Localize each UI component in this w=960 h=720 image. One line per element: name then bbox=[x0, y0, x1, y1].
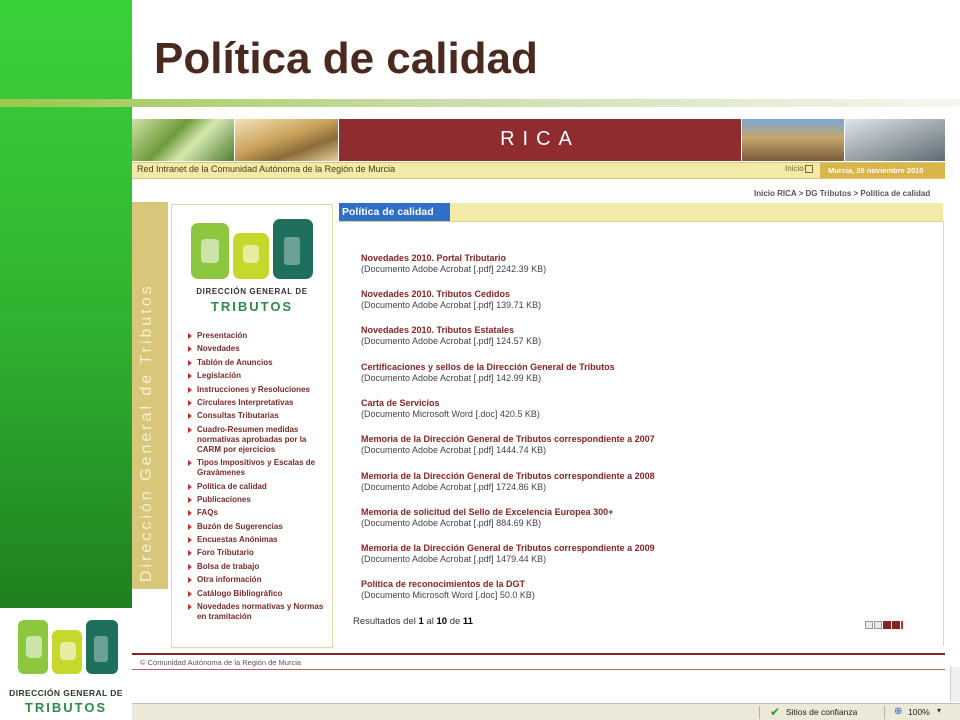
prev-page-icon[interactable] bbox=[874, 621, 882, 629]
banner-photo-writing bbox=[235, 119, 338, 161]
results-total: 11 bbox=[462, 616, 473, 627]
vertical-banner-text: Dirección General de Tributos bbox=[138, 283, 155, 582]
status-separator bbox=[759, 706, 760, 719]
breadcrumb-current: Política de calidad bbox=[860, 189, 931, 198]
site-banner bbox=[132, 119, 960, 161]
document-meta: (Documento Adobe Acrobat [.pdf] 139.71 KB) bbox=[361, 300, 542, 310]
document-link[interactable]: Novedades 2010. Tributos Estatales bbox=[361, 325, 515, 335]
zoom-level[interactable]: 100% bbox=[908, 707, 930, 717]
intranet-screenshot bbox=[132, 107, 960, 720]
document-link[interactable]: Novedades 2010. Tributos Cedidos bbox=[361, 289, 511, 299]
document-link[interactable]: Memoria de solicitud del Sello de Excelencia Europea 300+ bbox=[361, 507, 614, 517]
sidebar bbox=[171, 204, 333, 648]
content-header-bar bbox=[339, 203, 943, 222]
document-link[interactable]: Memoria de la Dirección General de Tributos correspondiente a 2009 bbox=[361, 543, 655, 553]
browser-status-bar bbox=[132, 703, 960, 720]
sidebar-item-foro[interactable]: Foro Tributario bbox=[185, 548, 330, 558]
sidebar-item-bolsa-trabajo[interactable]: Bolsa de trabajo bbox=[185, 562, 330, 572]
sidebar-item-buzon[interactable]: Buzón de Sugerencias bbox=[185, 522, 330, 532]
document-meta: (Documento Adobe Acrobat [.pdf] 124.57 KB) bbox=[361, 336, 542, 346]
intranet-strip bbox=[132, 162, 945, 179]
results-prefix: Resultados del bbox=[353, 616, 416, 627]
zoom-chevron-down-icon[interactable]: ▾ bbox=[937, 706, 942, 715]
banner-rica-panel bbox=[339, 119, 741, 161]
date-label: Murcia, 26 noviembre 2010 bbox=[820, 163, 945, 178]
dgt-logo-mark-icon bbox=[18, 616, 118, 678]
sidebar-item-faqs[interactable]: FAQs bbox=[185, 508, 330, 518]
content-header-tab: Política de calidad bbox=[339, 203, 450, 221]
banner-photo-building bbox=[742, 119, 844, 161]
sidebar-item-tipos-impositivos[interactable]: Tipos Impositivos y Escalas de Gravámenes bbox=[185, 458, 330, 478]
breadcrumb-separator: > bbox=[851, 189, 861, 198]
sidebar-logo-line2: TRIBUTOS bbox=[210, 299, 294, 314]
dgt-logo-icon bbox=[191, 217, 313, 283]
first-page-icon[interactable] bbox=[865, 621, 873, 629]
sidebar-item-politica-calidad[interactable]: Política de calidad bbox=[185, 482, 330, 492]
slide-logo-line2: TRIBUTOS bbox=[24, 700, 108, 715]
document-meta: (Documento Microsoft Word [.doc] 50.0 KB) bbox=[361, 590, 535, 600]
document-link[interactable]: Carta de Servicios bbox=[361, 398, 440, 408]
document-meta: (Documento Adobe Acrobat [.pdf] 884.69 KB) bbox=[361, 518, 542, 528]
sidebar-logo-line1: DIRECCIÓN GENERAL DE bbox=[196, 287, 308, 296]
document-link[interactable]: Novedades 2010. Portal Tributario bbox=[361, 253, 507, 263]
sidebar-item-presentacion[interactable]: Presentación bbox=[185, 331, 330, 341]
document-meta: (Documento Microsoft Word [.doc] 420.5 KB) bbox=[361, 409, 540, 419]
sidebar-item-novedades[interactable]: Novedades bbox=[185, 344, 330, 354]
last-page-icon[interactable] bbox=[892, 621, 900, 629]
breadcrumb-dg-tributos[interactable]: DG Tributos bbox=[805, 189, 852, 198]
results-from: 1 bbox=[418, 616, 424, 627]
sidebar-menu bbox=[185, 331, 330, 625]
document-link[interactable]: Política de reconocimientos de la DGT bbox=[361, 579, 526, 589]
breadcrumb-separator: > bbox=[796, 189, 806, 198]
sidebar-item-consultas[interactable]: Consultas Tributarias bbox=[185, 411, 330, 421]
banner-photo-puzzle bbox=[132, 119, 234, 161]
results-to: 10 bbox=[436, 616, 448, 627]
slide-title: Política de calidad bbox=[154, 34, 538, 83]
vertical-banner bbox=[132, 202, 168, 589]
footer-rule bbox=[132, 653, 945, 655]
breadcrumb-inicio-rica[interactable]: Inicio RICA bbox=[754, 189, 797, 198]
document-link[interactable]: Certificaciones y sellos de la Dirección General de Tributos bbox=[361, 362, 615, 372]
footer-rule-thin bbox=[132, 669, 945, 670]
zoom-globe-icon: ⊕ bbox=[894, 706, 903, 717]
slide-left-green-bar bbox=[0, 0, 132, 608]
home-icon[interactable] bbox=[805, 165, 813, 173]
slide-dgt-logo bbox=[0, 608, 132, 720]
slide-logo-line1: DIRECCIÓN GENERAL DE bbox=[9, 688, 123, 698]
sidebar-item-tablon-anuncios[interactable]: Tablón de Anuncios bbox=[185, 358, 330, 368]
next-page-icon[interactable] bbox=[883, 621, 891, 629]
document-meta: (Documento Adobe Acrobat [.pdf] 142.99 KB) bbox=[361, 373, 542, 383]
slide-title-rule bbox=[0, 99, 960, 107]
document-meta: (Documento Adobe Acrobat [.pdf] 2242.39 KB) bbox=[361, 264, 547, 274]
banner-photo-mouse bbox=[845, 119, 945, 161]
sidebar-item-cuadro-resumen[interactable]: Cuadro-Resumen medidas normativas aprobadas por la CARM por ejercicios bbox=[185, 425, 330, 455]
sidebar-item-otra-informacion[interactable]: Otra información bbox=[185, 575, 330, 585]
breadcrumb bbox=[754, 189, 930, 198]
sidebar-item-encuestas[interactable]: Encuestas Anónimas bbox=[185, 535, 330, 545]
sidebar-item-instrucciones[interactable]: Instrucciones y Resoluciones bbox=[185, 385, 330, 395]
sidebar-item-circulares[interactable]: Circulares Interpretativas bbox=[185, 398, 330, 408]
intranet-name: Red Intranet de la Comunidad Autónoma de la Región de Murcia bbox=[137, 164, 396, 174]
document-link[interactable]: Memoria de la Dirección General de Tributos correspondiente a 2008 bbox=[361, 471, 655, 481]
sidebar-item-catalogo[interactable]: Catálogo Bibliográfico bbox=[185, 589, 330, 599]
vertical-scrollbar[interactable] bbox=[950, 667, 960, 702]
pager bbox=[865, 616, 903, 634]
banner-title: RICA bbox=[500, 128, 580, 150]
status-zone: Sitios de confianza bbox=[786, 707, 858, 717]
sidebar-item-novedades-normativas[interactable]: Novedades normativas y Normas en tramitación bbox=[185, 602, 330, 622]
document-meta: (Documento Adobe Acrobat [.pdf] 1724.86 KB) bbox=[361, 482, 547, 492]
document-link[interactable]: Memoria de la Dirección General de Tributos correspondiente a 2007 bbox=[361, 434, 655, 444]
sidebar-item-legislacion[interactable]: Legislación bbox=[185, 371, 330, 381]
footer-copyright: © Comunidad Autónoma de la Región de Murcia bbox=[140, 658, 302, 667]
check-icon: ✔ bbox=[770, 705, 781, 719]
results-summary bbox=[353, 616, 473, 627]
sidebar-item-publicaciones[interactable]: Publicaciones bbox=[185, 495, 330, 505]
results-de: de bbox=[449, 616, 461, 627]
inicio-link[interactable]: Inicio bbox=[785, 164, 804, 173]
document-meta: (Documento Adobe Acrobat [.pdf] 1444.74 KB) bbox=[361, 445, 547, 455]
document-meta: (Documento Adobe Acrobat [.pdf] 1479.44 KB) bbox=[361, 554, 547, 564]
results-al: al bbox=[426, 616, 434, 627]
status-separator bbox=[884, 706, 885, 719]
pager-end-rule bbox=[901, 621, 903, 629]
